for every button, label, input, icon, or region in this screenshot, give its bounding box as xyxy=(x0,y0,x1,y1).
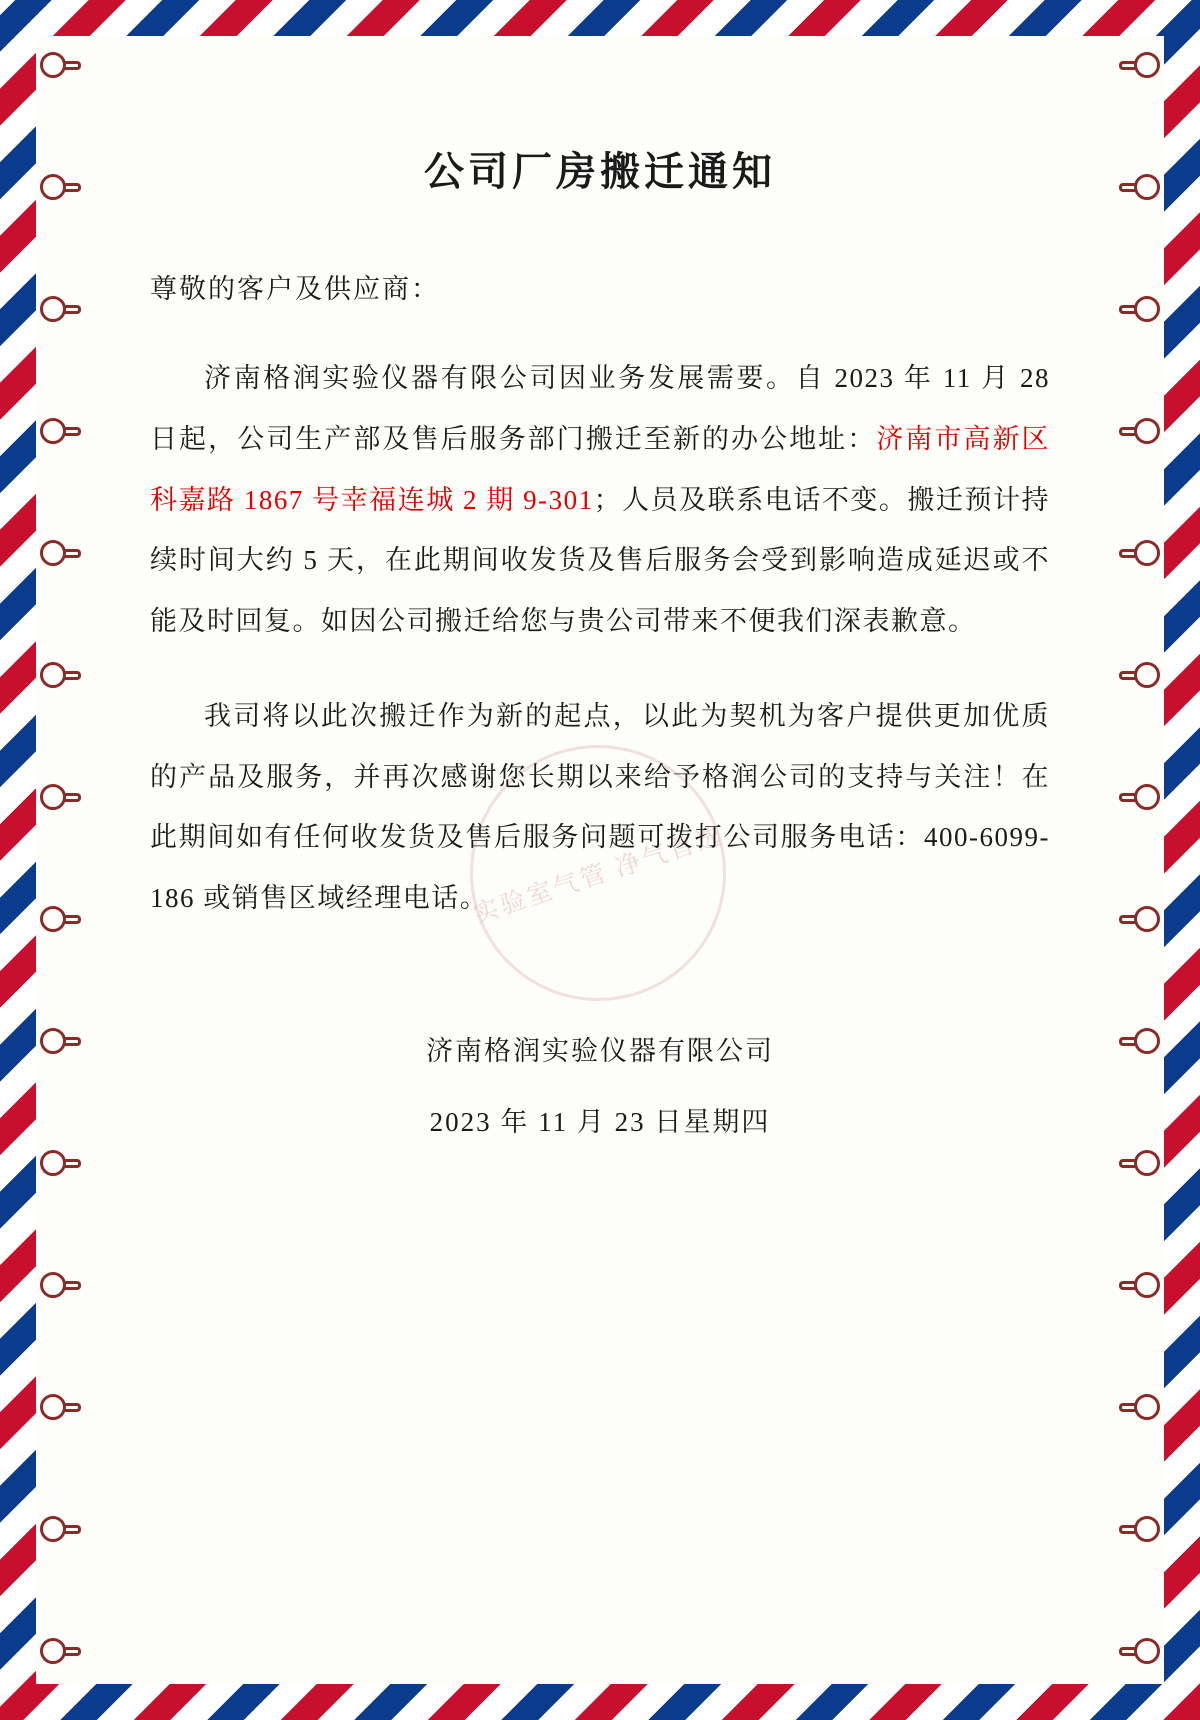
keyhole-icon xyxy=(40,662,82,692)
right-hole-column xyxy=(1100,0,1160,1720)
keyhole-icon xyxy=(40,1638,82,1668)
keyhole-icon xyxy=(40,1150,82,1180)
page-title: 公司厂房搬迁通知 xyxy=(424,149,776,194)
paragraph-apology-and-contact: 我司将以此次搬迁作为新的起点，以此为契机为客户提供更加优质的产品及服务，并再次感谢您长期以来给予格润公司的支持与关注！在此期间如有任何收发货及售后服务问题可拨打公司服务电话：400-6099-186 或销售区域经理电话。 xyxy=(150,700,1050,913)
keyhole-icon xyxy=(1118,1394,1160,1424)
keyhole-icon xyxy=(1118,540,1160,570)
keyhole-icon xyxy=(40,784,82,814)
keyhole-icon xyxy=(1118,52,1160,82)
salutation: 尊敬的客户及供应商： xyxy=(150,274,440,304)
keyhole-icon xyxy=(1118,784,1160,814)
notice-body xyxy=(150,110,1050,1160)
keyhole-icon xyxy=(1118,174,1160,204)
paragraph1-tail-text: ；人员及联系电话不变。搬迁预计持续时间大约 5 天，在此期间收发货及售后服务会受到影响造成延迟或不能及时回复。如因公司搬迁给您与贵公司带来不便我们深表歉意。 xyxy=(150,484,1050,636)
keyhole-icon xyxy=(40,418,82,448)
watermark-text: 实验室气管 净气首选 xyxy=(470,822,728,929)
keyhole-icon xyxy=(1118,296,1160,326)
signature-block xyxy=(150,1019,1050,1155)
keyhole-icon xyxy=(40,540,82,570)
keyhole-icon xyxy=(40,1516,82,1546)
keyhole-icon xyxy=(1118,1516,1160,1546)
keyhole-icon xyxy=(40,52,82,82)
keyhole-icon xyxy=(40,1394,82,1424)
keyhole-icon xyxy=(1118,1638,1160,1668)
keyhole-icon xyxy=(1118,418,1160,448)
keyhole-icon xyxy=(1118,662,1160,692)
keyhole-icon xyxy=(40,296,82,326)
keyhole-icon xyxy=(1118,1272,1160,1302)
signature-date: 2023 年 11 月 23 日星期四 xyxy=(429,1106,771,1137)
keyhole-icon xyxy=(1118,1028,1160,1058)
keyhole-icon xyxy=(40,906,82,936)
paragraph-relocation-details xyxy=(150,348,1050,652)
keyhole-icon xyxy=(1118,906,1160,936)
keyhole-icon xyxy=(40,1272,82,1302)
signature-company: 济南格润实验仪器有限公司 xyxy=(426,1035,774,1066)
keyhole-icon xyxy=(1118,1150,1160,1180)
paragraph1-lead-text: 济南格润实验仪器有限公司因业务发展需要。自 2023 年 11 月 28 日起，公司生产部及售后服务部门搬迁至新的办公地址： xyxy=(150,363,1050,454)
new-address-highlight: 济南市高新区科嘉路 1867 号幸福连城 2 期 9-301 xyxy=(150,423,1051,515)
keyhole-icon xyxy=(40,174,82,204)
keyhole-icon xyxy=(40,1028,82,1058)
left-hole-column xyxy=(40,0,100,1720)
